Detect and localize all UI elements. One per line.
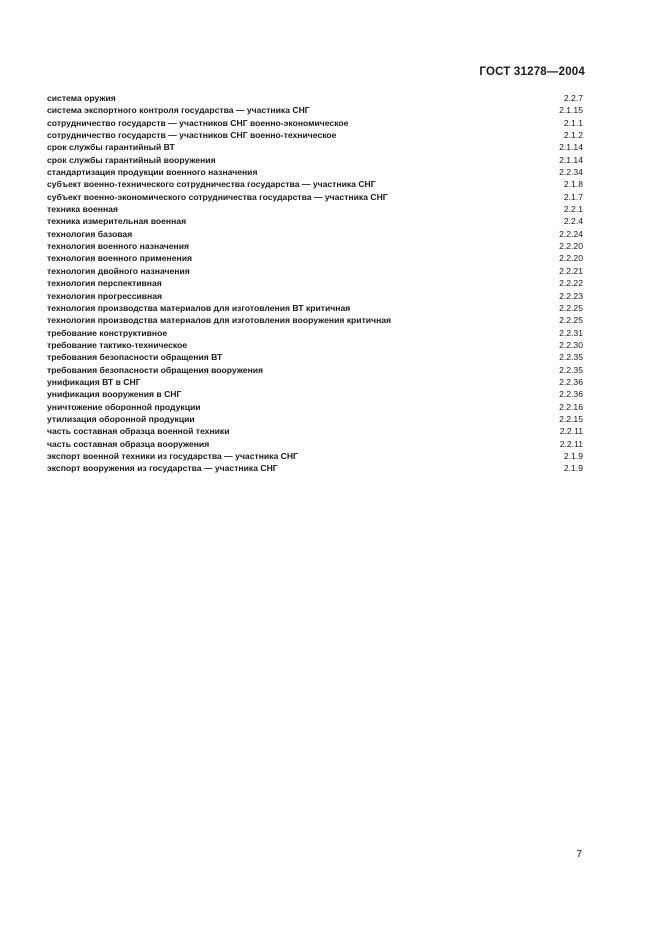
index-reference: 2.1.1 <box>563 117 583 128</box>
index-term: техника измерительная военная <box>47 216 187 227</box>
index-reference: 2.2.1 <box>563 204 583 215</box>
index-reference: 2.1.14 <box>559 154 583 165</box>
index-reference: 2.2.16 <box>559 401 583 412</box>
index-reference: 2.2.30 <box>559 339 583 350</box>
index-reference: 2.2.7 <box>563 93 583 103</box>
index-term: экспорт военной техники из государства — участника СНГ <box>47 450 298 461</box>
index-term: часть составная образца вооружения <box>47 438 210 449</box>
index-term: техника военная <box>47 204 118 215</box>
index-reference: 2.1.2 <box>563 130 583 141</box>
index-term: технология производства материалов для изготовления ВТ критичная <box>47 302 351 313</box>
index-reference: 2.2.20 <box>559 253 583 264</box>
index-reference: 2.1.15 <box>559 105 583 116</box>
index-term: экспорт вооружения из государства — участника СНГ <box>47 463 278 474</box>
index-reference: 2.2.35 <box>559 364 583 375</box>
index-entry <box>47 228 584 240</box>
index-term: технология прогрессивная <box>47 290 163 301</box>
index-term: требование тактико-техническое <box>47 339 188 350</box>
index-reference: 2.2.24 <box>559 228 583 239</box>
index-entry <box>47 191 584 203</box>
index-reference: 2.2.35 <box>559 352 583 363</box>
index-term: требования безопасности обращения ВТ <box>47 352 223 363</box>
index-term: сотрудничество государств — участников СНГ военно-экономическое <box>47 117 349 128</box>
index-term: субъект военно-технического сотрудничества государства — участника СНГ <box>47 179 376 190</box>
index-reference: 2.2.20 <box>559 241 583 252</box>
index-entry <box>47 314 584 326</box>
index-reference: 2.1.14 <box>559 142 583 153</box>
index-entry <box>47 240 584 252</box>
index-entry <box>47 117 584 129</box>
index-entry <box>47 203 584 215</box>
document-code: ГОСТ 31278—2004 <box>479 66 585 78</box>
index-entry <box>47 376 584 388</box>
index-reference: 2.1.7 <box>563 191 583 202</box>
index-term: сотрудничество государств — участников СНГ военно-техническое <box>47 130 337 141</box>
index-entry <box>47 425 584 437</box>
index-term: требования безопасности обращения вооружения <box>47 364 264 375</box>
index-term: технология производства материалов для изготовления вооружения критичная <box>47 315 392 326</box>
alphabetical-index <box>47 92 584 475</box>
index-term: требование конструктивное <box>47 327 168 338</box>
index-reference: 2.2.11 <box>559 426 583 437</box>
index-reference: 2.2.15 <box>559 413 583 424</box>
index-entry <box>47 388 584 400</box>
index-entry <box>47 327 584 339</box>
page-number: 7 <box>576 849 582 860</box>
index-reference: 2.2.31 <box>559 327 583 338</box>
index-reference: 2.2.36 <box>559 376 583 387</box>
index-entry <box>47 290 584 302</box>
index-term: стандартизация продукции военного назначения <box>47 167 258 178</box>
index-entry <box>47 265 584 277</box>
index-term: унификация вооружения в СНГ <box>47 389 182 400</box>
index-term: технология перспективная <box>47 278 162 289</box>
index-term: уничтожение оборонной продукции <box>47 401 201 412</box>
index-entry <box>47 104 584 116</box>
index-reference: 2.1.9 <box>563 463 583 474</box>
index-reference: 2.2.4 <box>563 216 583 227</box>
index-term: технология военного применения <box>47 253 192 264</box>
index-entry <box>47 277 584 289</box>
index-term: утилизация оборонной продукции <box>47 413 195 424</box>
index-term: система экспортного контроля государства — участника СНГ <box>47 105 310 116</box>
index-reference: 2.1.8 <box>563 179 583 190</box>
index-reference: 2.2.21 <box>559 265 583 276</box>
index-term: система оружия <box>47 93 116 103</box>
index-entry <box>47 364 584 376</box>
index-reference: 2.2.36 <box>559 389 583 400</box>
index-term: унификация ВТ в СНГ <box>47 376 141 387</box>
index-reference: 2.1.9 <box>563 450 583 461</box>
index-entry <box>47 462 584 474</box>
index-reference: 2.2.11 <box>559 438 583 449</box>
index-entry <box>47 401 584 413</box>
index-term: субъект военно-экономического сотрудничества государства — участника СНГ <box>47 191 388 202</box>
index-reference: 2.2.22 <box>559 278 583 289</box>
index-term: срок службы гарантийный вооружения <box>47 154 216 165</box>
index-term: срок службы гарантийный ВТ <box>47 142 175 153</box>
index-entry <box>47 438 584 450</box>
index-term: технология военного назначения <box>47 241 190 252</box>
index-entry <box>47 92 584 104</box>
index-entry <box>47 351 584 363</box>
index-reference: 2.2.34 <box>559 167 583 178</box>
index-entry <box>47 154 584 166</box>
index-term: технология двойного назначения <box>47 265 190 276</box>
index-entry <box>47 215 584 227</box>
index-entry <box>47 141 584 153</box>
index-term: технология базовая <box>47 228 133 239</box>
index-reference: 2.2.25 <box>559 315 583 326</box>
index-reference: 2.2.25 <box>559 302 583 313</box>
index-entry <box>47 339 584 351</box>
index-term: часть составная образца военной техники <box>47 426 230 437</box>
index-entry <box>47 450 584 462</box>
index-entry <box>47 129 584 141</box>
index-entry <box>47 178 584 190</box>
index-entry <box>47 166 584 178</box>
index-reference: 2.2.23 <box>559 290 583 301</box>
index-entry <box>47 413 584 425</box>
index-entry <box>47 302 584 314</box>
index-entry <box>47 252 584 264</box>
